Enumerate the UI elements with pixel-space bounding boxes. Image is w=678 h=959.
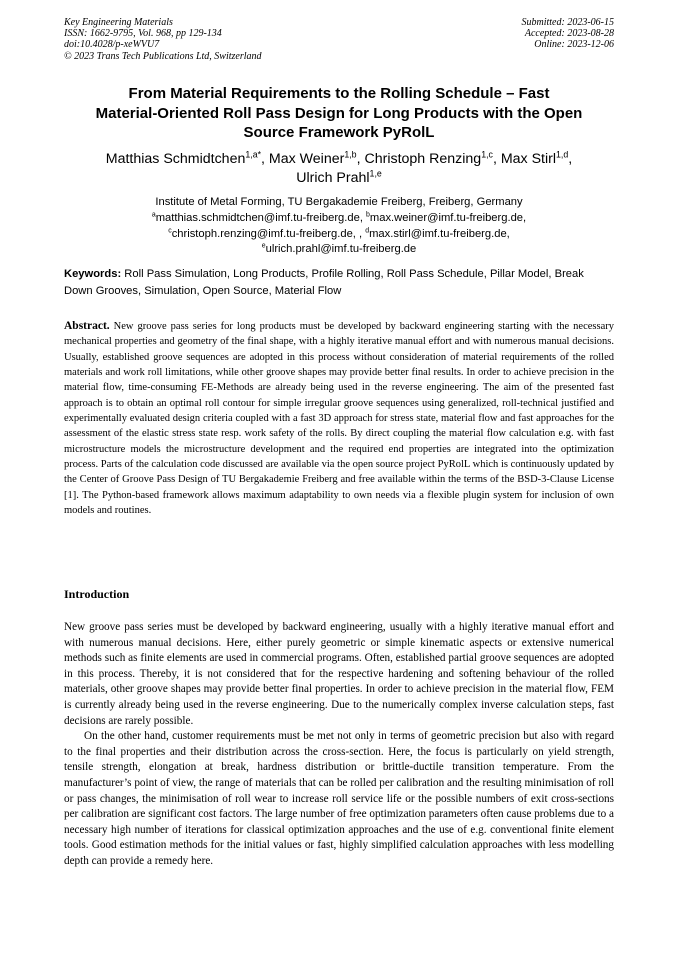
keywords-text: Roll Pass Simulation, Long Products, Profile Rolling, Roll Pass Schedule, Pillar Model, Break Down Grooves, Simulation, Open Source, Material Flow <box>64 268 584 297</box>
email-address[interactable]: max.weiner@imf.tu-freiberg.de, <box>369 211 527 224</box>
paragraph: New groove pass series must be developed by backward engineering, usually with a highly iterative manual effort and with numerous manual decisions. Here, either purely geometric or simple kinematic aspects or extensive numerical methods such as finite elements are used in commercial programs. Often, established partial groove sequences are adopted in this process. Thereby, it is not considered that for the respective hardening and softening behaviour of the rolled materials, other groove shapes may provide better final properties. In order to achieve precision in the material flow, FEM is currently already being used in the reverse engineering. Due to the numerically complex inverse calculation steps, fast decisions are rarely possible. <box>64 621 614 727</box>
author-name: Max Stirl <box>500 151 557 167</box>
introduction-body <box>64 620 614 870</box>
date-online: Online: 2023-12-06 <box>534 39 614 51</box>
keywords-block <box>64 266 614 299</box>
email-address[interactable]: ulrich.prahl@imf.tu-freiberg.de <box>265 243 417 256</box>
journal-copyright: © 2023 Trans Tech Publications Ltd, Switzerland <box>64 50 262 62</box>
section-heading-introduction: Introduction <box>64 587 130 601</box>
journal-info <box>64 17 262 62</box>
journal-doi: doi:10.4028/p-xeWVU7 <box>64 39 160 51</box>
author-affil-mark: 1,c <box>481 149 493 160</box>
author-name: Max Weiner <box>268 151 345 167</box>
title-line: Material-Oriented Roll Pass Design for Long Products with the Open <box>95 104 583 122</box>
publication-dates <box>522 17 615 51</box>
author-name: Ulrich Prahl <box>296 170 370 186</box>
author-separator: , <box>356 151 365 167</box>
institute: Institute of Metal Forming, TU Bergakademie Freiberg, Freiberg, Germany <box>155 196 523 208</box>
email-address[interactable]: christoph.renzing@imf.tu-freiberg.de, , <box>171 227 366 240</box>
author-name: Christoph Renzing <box>364 151 482 167</box>
paper-title <box>64 84 614 143</box>
affiliation-block <box>64 195 614 258</box>
abstract-label: Abstract. <box>64 320 110 332</box>
author-separator: , <box>492 151 501 167</box>
author-affil-mark: 1,d <box>556 149 569 160</box>
author-name: Matthias Schmidtchen <box>105 151 246 167</box>
author-separator: , <box>261 151 269 167</box>
paragraph: On the other hand, customer requirements must be met not only in terms of geometric precision but also with regard to the final properties and their distribution across the cross-section. Here, the focus is particularly on yield strength, tensile strength, elongation at break, hardness distribution or brittle-ductile transition temperature. From the manufacturer’s point of view, the range of materials that can be rolled per calibration and the resulting minimisation of roll or pass changes, the minimisation of roll wear to increase roll service life or the possible numbers of exit cross-sections per calibration are significant cost factors. The large number of free optimization parameters often cause problems due to a necessary high number of iterations for classical optimization approaches and the use of e.g. conventional finite element tools. Good estimation methods for the initial values or fast, highly simplified calculation approaches with less modelling depth can provide a remedy here. <box>64 730 614 867</box>
date-accepted: Accepted: 2023-08-28 <box>524 28 614 40</box>
abstract-block <box>64 319 614 518</box>
date-submitted: Submitted: 2023-06-15 <box>521 17 614 28</box>
journal-issn: ISSN: 1662-9795, Vol. 968, pp 129-134 <box>64 28 222 40</box>
author-affil-mark: 1,a* <box>245 149 262 160</box>
email-mark: b <box>366 211 370 219</box>
journal-name: Key Engineering Materials <box>64 17 173 28</box>
email-mark: c <box>168 226 172 234</box>
abstract-text: New groove pass series for long products must be developed by backward engineering starting with the necessary mechanical properties and geometry of the final shape, with a highly iterative manual effort and with numerous manual decisions. Usually, established groove sequences are adopted in this process without consideration of material requirements of the rolled materials and work roll limitations, while other groove shapes may provide better final results. In order to achieve precision in the material flow, time-consuming FE-Methods are already being used in the reverse engineering. The aim of the presented fast approach is to obtain an optimal roll contour for simple irregular groove sequences using generalized, roll-technical justified and experimentally evaluated design criteria coupled with a fast 3D approach for stress state, material flow and fast approaches for the assessment of the elastic stress state resp. work safety of the rolls. By direct coupling the material flow calculation e.g. with fast microstructure models the microstructure development and the required end properties are integrated into the optimization process. Parts of the calculation code discussed are available via the open source project PyRolL which is continuously updated by the Center of Groove Pass Design of TU Bergakademie Freiberg and free available within the terms of the BSD-3-Clause License [1]. The Python-based framework allows maximum adaptability to own needs via a flexible plugin system for inclusion of own models and routines. <box>64 321 614 517</box>
email-address[interactable]: matthias.schmidtchen@imf.tu-freiberg.de, <box>155 211 367 224</box>
author-list <box>64 150 614 188</box>
author-separator: , <box>568 151 573 167</box>
keywords-label: Keywords: <box>64 268 122 280</box>
title-line: Source Framework PyRolL <box>243 124 435 141</box>
email-mark: e <box>261 242 266 250</box>
email-address[interactable]: max.stirl@imf.tu-freiberg.de, <box>369 227 510 240</box>
email-mark: d <box>365 226 370 234</box>
title-line: From Material Requirements to the Rolling Schedule – Fast <box>128 85 550 102</box>
author-affil-mark: 1,e <box>369 168 382 179</box>
email-mark: a <box>151 211 156 219</box>
author-affil-mark: 1,b <box>344 149 357 160</box>
